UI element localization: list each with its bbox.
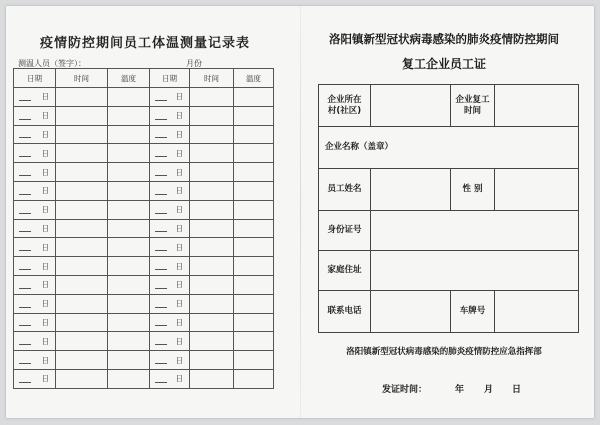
time-cell[interactable] — [56, 181, 108, 200]
month-label: 月份 — [186, 59, 202, 68]
table-row — [14, 163, 274, 182]
employee-name-value[interactable] — [371, 169, 451, 211]
day-suffix: 日 — [175, 111, 183, 121]
date-blank — [155, 194, 167, 195]
table-row — [14, 369, 274, 388]
date-cell[interactable] — [150, 275, 190, 294]
time-cell[interactable] — [56, 106, 108, 125]
day-suffix: 日 — [41, 111, 49, 121]
temperature-cell[interactable] — [234, 257, 274, 276]
header-date: 日期 — [150, 69, 190, 88]
inspector-signature-label: 测温人员（签字）： — [18, 59, 86, 68]
date-cell[interactable] — [14, 200, 56, 219]
date-blank — [155, 344, 167, 345]
day-suffix: 日 — [41, 167, 49, 177]
time-cell[interactable] — [190, 257, 234, 276]
date-blank — [155, 382, 167, 383]
time-cell[interactable] — [56, 257, 108, 276]
date-cell[interactable] — [150, 313, 190, 332]
day-suffix: 日 — [175, 205, 183, 215]
phone-value[interactable] — [371, 291, 451, 333]
temperature-cell[interactable] — [234, 369, 274, 388]
location-label: 企业所在村(社区) — [319, 85, 371, 127]
date-blank — [19, 213, 31, 214]
date-blank — [155, 231, 167, 232]
table-row — [14, 275, 274, 294]
date-cell[interactable] — [14, 313, 56, 332]
date-blank — [155, 307, 167, 308]
temperature-log-table — [13, 68, 274, 389]
company-name-field[interactable] — [319, 127, 579, 169]
temperature-cell[interactable] — [234, 351, 274, 370]
day-suffix: 日 — [41, 317, 49, 327]
time-cell[interactable] — [56, 275, 108, 294]
temperature-cell[interactable] — [234, 238, 274, 257]
date-cell[interactable] — [150, 219, 190, 238]
day-suffix: 日 — [175, 167, 183, 177]
date-blank — [155, 137, 167, 138]
resume-time-value[interactable] — [495, 85, 579, 127]
date-cell[interactable] — [150, 181, 190, 200]
date-cell[interactable] — [150, 351, 190, 370]
temperature-cell[interactable] — [108, 125, 150, 144]
temperature-cell[interactable] — [108, 219, 150, 238]
day-suffix: 日 — [41, 261, 49, 271]
date-blank — [19, 119, 31, 120]
temperature-log-title: 疫情防控期间员工体温测量记录表 — [39, 36, 250, 51]
time-cell[interactable] — [190, 163, 234, 182]
table-row — [14, 88, 274, 107]
day-suffix: 日 — [175, 242, 183, 252]
table-row — [14, 144, 274, 163]
temperature-cell[interactable] — [108, 275, 150, 294]
temperature-cell[interactable] — [108, 181, 150, 200]
date-blank — [155, 156, 167, 157]
date-cell[interactable] — [14, 351, 56, 370]
header-temp: 温度 — [108, 69, 150, 88]
date-blank — [19, 231, 31, 232]
table-row — [14, 200, 274, 219]
date-cell[interactable] — [150, 294, 190, 313]
date-blank — [155, 363, 167, 364]
date-blank — [155, 325, 167, 326]
gender-value[interactable] — [495, 169, 579, 211]
day-suffix: 日 — [175, 355, 183, 365]
temperature-cell[interactable] — [108, 257, 150, 276]
date-blank — [19, 175, 31, 176]
date-blank — [19, 363, 31, 364]
location-value[interactable] — [371, 85, 451, 127]
temperature-cell[interactable] — [234, 200, 274, 219]
temperature-cell[interactable] — [234, 181, 274, 200]
temperature-cell[interactable] — [108, 369, 150, 388]
day-suffix: 日 — [41, 205, 49, 215]
date-cell[interactable] — [14, 219, 56, 238]
time-cell[interactable] — [56, 144, 108, 163]
day-suffix: 日 — [41, 92, 49, 102]
date-cell[interactable] — [150, 200, 190, 219]
time-cell[interactable] — [190, 125, 234, 144]
temperature-cell[interactable] — [108, 332, 150, 351]
date-blank — [19, 100, 31, 101]
temperature-cell[interactable] — [108, 294, 150, 313]
temperature-cell[interactable] — [108, 313, 150, 332]
day-suffix: 日 — [41, 299, 49, 309]
date-cell[interactable] — [150, 88, 190, 107]
table-row — [14, 294, 274, 313]
time-cell[interactable] — [190, 332, 234, 351]
day-suffix: 日 — [175, 336, 183, 346]
day-suffix: 日 — [41, 129, 49, 139]
time-cell[interactable] — [56, 294, 108, 313]
date-cell[interactable] — [150, 332, 190, 351]
date-blank — [19, 382, 31, 383]
time-cell[interactable] — [56, 219, 108, 238]
date-blank — [19, 250, 31, 251]
date-cell[interactable] — [14, 106, 56, 125]
day-suffix: 日 — [175, 223, 183, 233]
temperature-cell[interactable] — [234, 106, 274, 125]
temperature-cell[interactable] — [234, 275, 274, 294]
date-cell[interactable] — [150, 163, 190, 182]
header-date: 日期 — [14, 69, 56, 88]
date-cell[interactable] — [14, 369, 56, 388]
date-blank — [19, 307, 31, 308]
day-suffix: 日 — [175, 280, 183, 290]
plate-label: 车牌号 — [451, 291, 495, 333]
company-name-label: 企业名称（盖章） — [325, 142, 394, 152]
time-cell[interactable] — [56, 163, 108, 182]
day-suffix: 日 — [175, 148, 183, 158]
day-suffix: 日 — [41, 336, 49, 346]
time-cell[interactable] — [56, 313, 108, 332]
issue-date-label: 发证时间： — [382, 385, 428, 395]
temperature-cell[interactable] — [108, 88, 150, 107]
temperature-cell[interactable] — [234, 219, 274, 238]
issue-month-label: 月 — [484, 385, 494, 395]
time-cell[interactable] — [190, 181, 234, 200]
date-cell[interactable] — [150, 238, 190, 257]
temperature-cell[interactable] — [234, 313, 274, 332]
date-cell[interactable] — [14, 294, 56, 313]
time-cell[interactable] — [190, 351, 234, 370]
temperature-cell[interactable] — [234, 88, 274, 107]
date-cell[interactable] — [150, 144, 190, 163]
temperature-cell[interactable] — [108, 163, 150, 182]
temperature-cell[interactable] — [108, 106, 150, 125]
table-row — [14, 219, 274, 238]
id-number-label: 身份证号 — [319, 211, 371, 251]
time-cell[interactable] — [190, 275, 234, 294]
day-suffix: 日 — [41, 355, 49, 365]
day-suffix: 日 — [41, 148, 49, 158]
temperature-cell[interactable] — [108, 351, 150, 370]
date-cell[interactable] — [150, 257, 190, 276]
address-label: 家庭住址 — [319, 251, 371, 291]
date-blank — [19, 194, 31, 195]
time-cell[interactable] — [56, 125, 108, 144]
day-suffix: 日 — [41, 374, 49, 384]
date-blank — [19, 288, 31, 289]
date-blank — [19, 137, 31, 138]
table-row — [14, 106, 274, 125]
temperature-cell[interactable] — [108, 144, 150, 163]
day-suffix: 日 — [41, 186, 49, 196]
plate-value[interactable] — [495, 291, 579, 333]
day-suffix: 日 — [175, 129, 183, 139]
temperature-cell[interactable] — [234, 125, 274, 144]
issue-year-label: 年 — [455, 385, 465, 395]
employee-name-label: 员工姓名 — [319, 169, 371, 211]
temperature-cell[interactable] — [234, 332, 274, 351]
time-cell[interactable] — [190, 313, 234, 332]
day-suffix: 日 — [175, 317, 183, 327]
table-header-row — [14, 69, 274, 88]
date-cell[interactable] — [14, 163, 56, 182]
temperature-cell[interactable] — [108, 200, 150, 219]
time-cell[interactable] — [56, 200, 108, 219]
temperature-cell[interactable] — [234, 294, 274, 313]
table-row — [14, 351, 274, 370]
date-cell[interactable] — [14, 144, 56, 163]
issuing-authority: 洛阳镇新型冠状病毒感染的肺炎疫情防控应急指挥部 — [346, 347, 542, 357]
date-cell[interactable] — [14, 88, 56, 107]
date-blank — [155, 213, 167, 214]
time-cell[interactable] — [56, 332, 108, 351]
date-cell[interactable] — [14, 257, 56, 276]
table-row — [14, 125, 274, 144]
date-cell[interactable] — [150, 125, 190, 144]
date-blank — [19, 325, 31, 326]
day-suffix: 日 — [175, 92, 183, 102]
date-blank — [155, 119, 167, 120]
date-blank — [155, 100, 167, 101]
date-blank — [19, 344, 31, 345]
certificate-title-line1: 洛阳镇新型冠状病毒感染的肺炎疫情防控期间 — [329, 32, 559, 46]
header-time: 时间 — [190, 69, 234, 88]
date-cell[interactable] — [14, 275, 56, 294]
date-blank — [155, 175, 167, 176]
time-cell[interactable] — [56, 238, 108, 257]
date-blank — [155, 269, 167, 270]
day-suffix: 日 — [175, 374, 183, 384]
issue-day-label: 日 — [512, 385, 522, 395]
table-row — [14, 313, 274, 332]
time-cell[interactable] — [190, 106, 234, 125]
day-suffix: 日 — [175, 299, 183, 309]
time-cell[interactable] — [190, 238, 234, 257]
table-row — [14, 257, 274, 276]
time-cell[interactable] — [56, 369, 108, 388]
date-blank — [155, 250, 167, 251]
gender-label: 性 别 — [451, 169, 495, 211]
temperature-cell[interactable] — [234, 163, 274, 182]
table-row — [14, 238, 274, 257]
time-cell[interactable] — [190, 88, 234, 107]
time-cell[interactable] — [190, 369, 234, 388]
temperature-cell[interactable] — [108, 238, 150, 257]
date-blank — [19, 269, 31, 270]
time-cell[interactable] — [56, 88, 108, 107]
time-cell[interactable] — [190, 294, 234, 313]
temperature-cell[interactable] — [234, 144, 274, 163]
table-row — [14, 332, 274, 351]
time-cell[interactable] — [190, 200, 234, 219]
header-temp: 温度 — [234, 69, 274, 88]
header-time: 时间 — [56, 69, 108, 88]
date-cell[interactable] — [14, 181, 56, 200]
date-blank — [155, 288, 167, 289]
table-row — [14, 181, 274, 200]
employee-certificate-table — [318, 84, 579, 333]
date-cell[interactable] — [14, 238, 56, 257]
day-suffix: 日 — [175, 186, 183, 196]
address-value[interactable] — [371, 251, 579, 291]
day-suffix: 日 — [41, 242, 49, 252]
date-cell[interactable] — [14, 125, 56, 144]
time-cell[interactable] — [190, 219, 234, 238]
date-blank — [19, 156, 31, 157]
phone-label: 联系电话 — [319, 291, 371, 333]
day-suffix: 日 — [175, 261, 183, 271]
time-cell[interactable] — [56, 351, 108, 370]
day-suffix: 日 — [41, 223, 49, 233]
certificate-title-line2: 复工企业员工证 — [401, 57, 486, 71]
resume-time-label: 企业复工时间 — [451, 85, 495, 127]
day-suffix: 日 — [41, 280, 49, 290]
date-cell[interactable] — [14, 332, 56, 351]
date-cell[interactable] — [150, 369, 190, 388]
id-number-value[interactable] — [371, 211, 579, 251]
date-cell[interactable] — [150, 106, 190, 125]
time-cell[interactable] — [190, 144, 234, 163]
